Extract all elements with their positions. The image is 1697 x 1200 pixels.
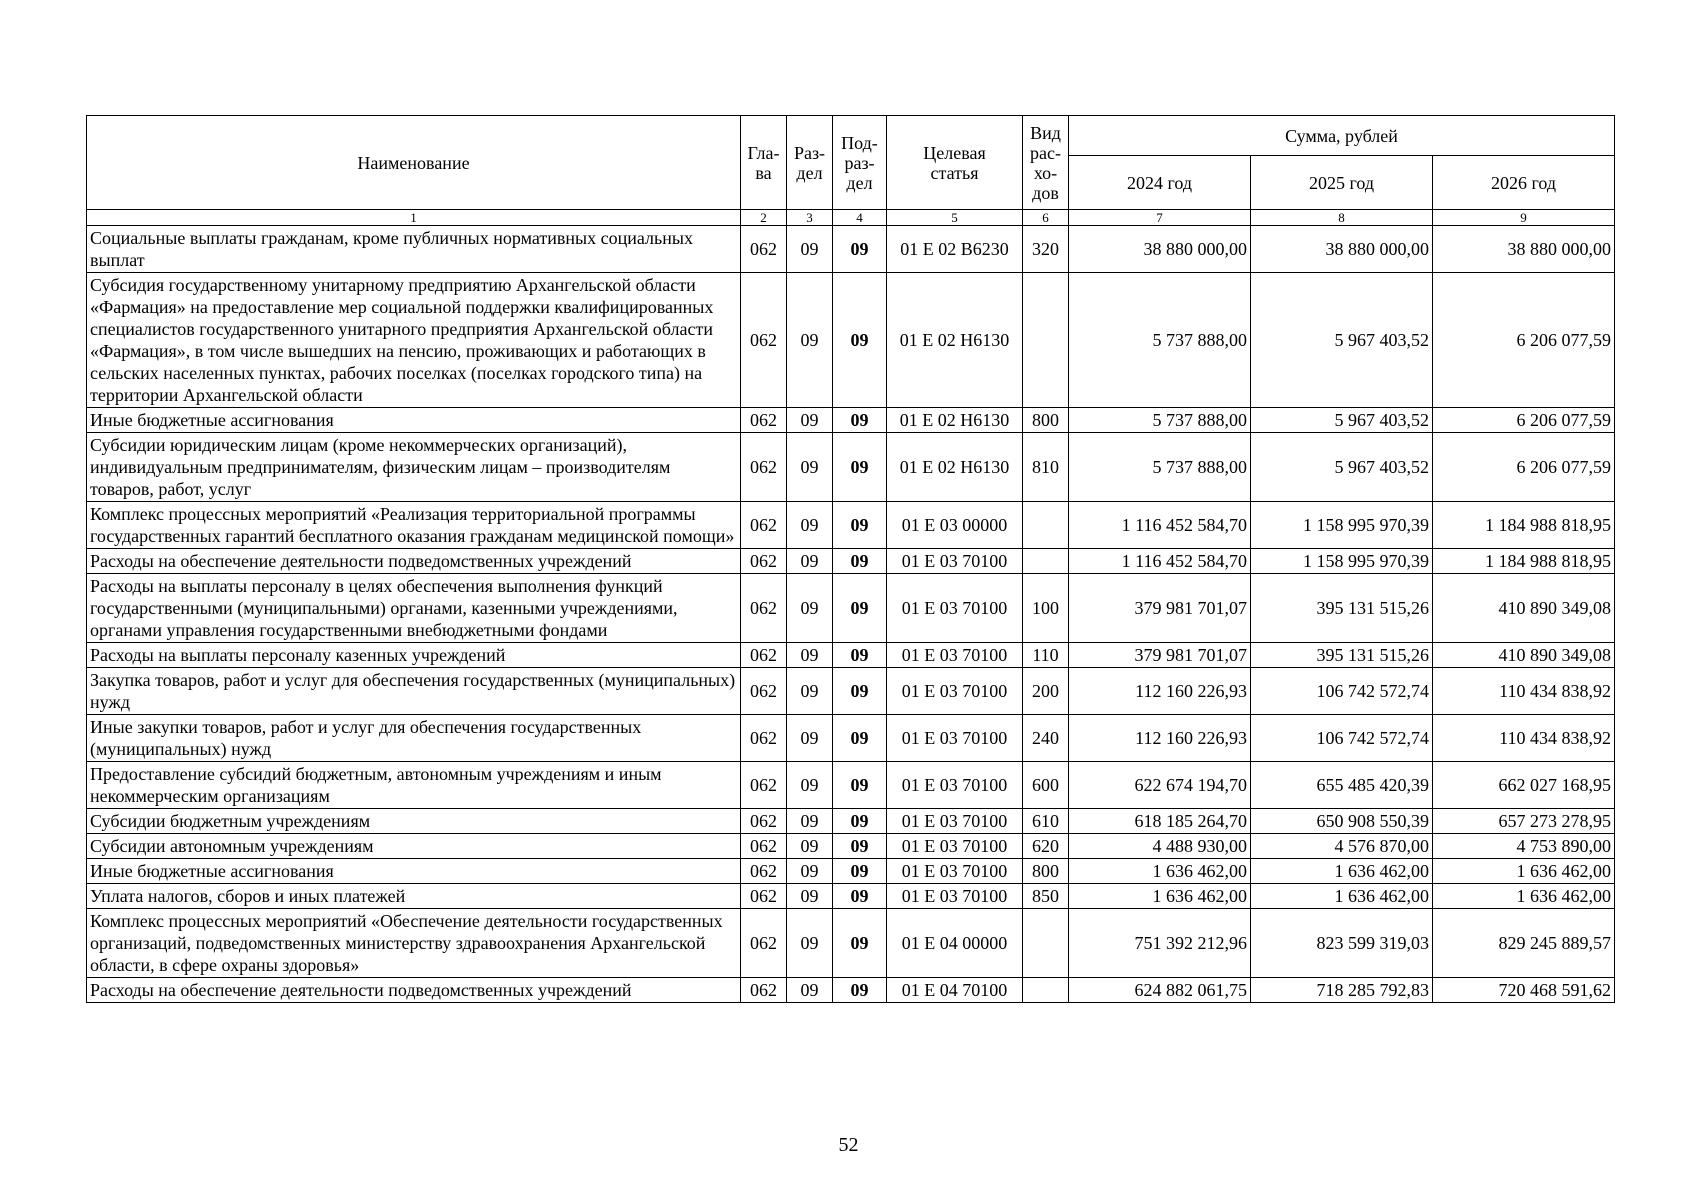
cell-sum-2025: 5 967 403,52 — [1251, 273, 1433, 408]
header-section: Раз- дел — [787, 116, 833, 210]
cell-chapter: 062 — [741, 226, 787, 273]
cell-sum-2025: 106 742 572,74 — [1251, 668, 1433, 715]
cell-sum-2024: 112 160 226,93 — [1069, 715, 1251, 762]
cell-sum-2026: 657 273 278,95 — [1433, 809, 1615, 834]
table-row — [87, 715, 1615, 762]
cell-subsection: 09 — [833, 834, 887, 859]
column-index: 9 — [1433, 210, 1615, 226]
cell-expense-type — [1023, 978, 1069, 1003]
cell-subsection: 09 — [833, 574, 887, 643]
header-year-2026: 2026 год — [1433, 156, 1615, 210]
header-chapter: Гла- ва — [741, 116, 787, 210]
cell-name: Субсидии бюджетным учреждениям — [87, 809, 741, 834]
cell-chapter: 062 — [741, 574, 787, 643]
cell-subsection: 09 — [833, 809, 887, 834]
cell-subsection: 09 — [833, 762, 887, 809]
cell-target-article: 01 Е 03 70100 — [887, 643, 1023, 668]
cell-sum-2024: 5 737 888,00 — [1069, 433, 1251, 502]
cell-section: 09 — [787, 408, 833, 433]
cell-name: Уплата налогов, сборов и иных платежей — [87, 884, 741, 909]
cell-sum-2026: 6 206 077,59 — [1433, 273, 1615, 408]
cell-sum-2026: 1 636 462,00 — [1433, 859, 1615, 884]
cell-sum-2026: 1 184 988 818,95 — [1433, 549, 1615, 574]
cell-sum-2024: 1 636 462,00 — [1069, 884, 1251, 909]
cell-chapter: 062 — [741, 809, 787, 834]
cell-sum-2026: 6 206 077,59 — [1433, 408, 1615, 433]
cell-name: Социальные выплаты гражданам, кроме публичных нормативных социальных выплат — [87, 226, 741, 273]
cell-section: 09 — [787, 715, 833, 762]
cell-sum-2024: 38 880 000,00 — [1069, 226, 1251, 273]
cell-target-article: 01 Е 03 70100 — [887, 668, 1023, 715]
cell-subsection: 09 — [833, 909, 887, 978]
cell-target-article: 01 Е 02 Н6130 — [887, 433, 1023, 502]
cell-sum-2026: 1 184 988 818,95 — [1433, 502, 1615, 549]
cell-name: Расходы на обеспечение деятельности подведомственных учреждений — [87, 978, 741, 1003]
column-index: 4 — [833, 210, 887, 226]
cell-section: 09 — [787, 809, 833, 834]
cell-name: Расходы на выплаты персоналу в целях обеспечения выполнения функций государственными (муниципальными) органами, казенными учреждениями, органами управления государственными внебюджетными фондами — [87, 574, 741, 643]
cell-sum-2026: 662 027 168,95 — [1433, 762, 1615, 809]
cell-target-article: 01 Е 03 70100 — [887, 809, 1023, 834]
cell-name: Комплекс процессных мероприятий «Обеспечение деятельности государственных организаций, подведомственных министерству здравоохранения Архангельской области, в сфере охраны здоровья» — [87, 909, 741, 978]
cell-sum-2024: 751 392 212,96 — [1069, 909, 1251, 978]
cell-sum-2025: 395 131 515,26 — [1251, 574, 1433, 643]
table-row — [87, 762, 1615, 809]
cell-name: Иные закупки товаров, работ и услуг для обеспечения государственных (муниципальных) нужд — [87, 715, 741, 762]
cell-sum-2026: 110 434 838,92 — [1433, 715, 1615, 762]
header-year-2025: 2025 год — [1251, 156, 1433, 210]
cell-name: Иные бюджетные ассигнования — [87, 408, 741, 433]
cell-section: 09 — [787, 668, 833, 715]
cell-section: 09 — [787, 834, 833, 859]
cell-chapter: 062 — [741, 834, 787, 859]
table-row — [87, 859, 1615, 884]
cell-sum-2024: 1 636 462,00 — [1069, 859, 1251, 884]
cell-expense-type: 810 — [1023, 433, 1069, 502]
cell-name: Предоставление субсидий бюджетным, автономным учреждениям и иным некоммерческим организациям — [87, 762, 741, 809]
cell-section: 09 — [787, 643, 833, 668]
cell-expense-type: 100 — [1023, 574, 1069, 643]
cell-sum-2024: 624 882 061,75 — [1069, 978, 1251, 1003]
cell-chapter: 062 — [741, 668, 787, 715]
cell-expense-type: 240 — [1023, 715, 1069, 762]
header-target-article: Целевая статья — [887, 116, 1023, 210]
table-row — [87, 226, 1615, 273]
cell-section: 09 — [787, 574, 833, 643]
cell-expense-type: 850 — [1023, 884, 1069, 909]
cell-expense-type: 320 — [1023, 226, 1069, 273]
cell-section: 09 — [787, 884, 833, 909]
cell-expense-type: 800 — [1023, 859, 1069, 884]
cell-expense-type: 110 — [1023, 643, 1069, 668]
table-row — [87, 668, 1615, 715]
column-index: 1 — [87, 210, 741, 226]
cell-subsection: 09 — [833, 226, 887, 273]
column-index-row — [87, 210, 1615, 226]
table-row — [87, 809, 1615, 834]
cell-sum-2024: 4 488 930,00 — [1069, 834, 1251, 859]
cell-subsection: 09 — [833, 715, 887, 762]
column-index: 7 — [1069, 210, 1251, 226]
cell-subsection: 09 — [833, 668, 887, 715]
cell-target-article: 01 Е 03 70100 — [887, 715, 1023, 762]
cell-sum-2026: 1 636 462,00 — [1433, 884, 1615, 909]
cell-sum-2024: 379 981 701,07 — [1069, 574, 1251, 643]
cell-section: 09 — [787, 433, 833, 502]
cell-sum-2025: 650 908 550,39 — [1251, 809, 1433, 834]
cell-sum-2024: 5 737 888,00 — [1069, 273, 1251, 408]
cell-target-article: 01 Е 03 70100 — [887, 574, 1023, 643]
cell-section: 09 — [787, 273, 833, 408]
table-row — [87, 549, 1615, 574]
cell-sum-2025: 655 485 420,39 — [1251, 762, 1433, 809]
cell-subsection: 09 — [833, 502, 887, 549]
cell-sum-2024: 622 674 194,70 — [1069, 762, 1251, 809]
cell-expense-type — [1023, 502, 1069, 549]
cell-section: 09 — [787, 859, 833, 884]
cell-sum-2026: 6 206 077,59 — [1433, 433, 1615, 502]
page-number: 52 — [838, 1134, 859, 1156]
cell-target-article: 01 Е 03 70100 — [887, 884, 1023, 909]
cell-subsection: 09 — [833, 433, 887, 502]
cell-expense-type — [1023, 909, 1069, 978]
cell-chapter: 062 — [741, 549, 787, 574]
column-index: 5 — [887, 210, 1023, 226]
cell-sum-2025: 718 285 792,83 — [1251, 978, 1433, 1003]
table-row — [87, 909, 1615, 978]
cell-sum-2025: 1 158 995 970,39 — [1251, 502, 1433, 549]
cell-chapter: 062 — [741, 884, 787, 909]
cell-sum-2024: 1 116 452 584,70 — [1069, 502, 1251, 549]
cell-target-article: 01 Е 02 В6230 — [887, 226, 1023, 273]
cell-chapter: 062 — [741, 643, 787, 668]
cell-sum-2024: 1 116 452 584,70 — [1069, 549, 1251, 574]
cell-target-article: 01 Е 03 70100 — [887, 834, 1023, 859]
cell-target-article: 01 Е 02 Н6130 — [887, 273, 1023, 408]
table-row — [87, 834, 1615, 859]
cell-sum-2025: 5 967 403,52 — [1251, 408, 1433, 433]
cell-chapter: 062 — [741, 715, 787, 762]
column-index: 8 — [1251, 210, 1433, 226]
cell-name: Иные бюджетные ассигнования — [87, 859, 741, 884]
cell-expense-type: 620 — [1023, 834, 1069, 859]
cell-sum-2024: 112 160 226,93 — [1069, 668, 1251, 715]
table-row — [87, 502, 1615, 549]
cell-name: Комплекс процессных мероприятий «Реализация территориальной программы государственных гарантий бесплатного оказания гражданам медицинской помощи» — [87, 502, 741, 549]
header-sum: Сумма, рублей — [1069, 116, 1615, 156]
cell-chapter: 062 — [741, 502, 787, 549]
cell-target-article: 01 Е 03 00000 — [887, 502, 1023, 549]
column-index: 6 — [1023, 210, 1069, 226]
cell-chapter: 062 — [741, 408, 787, 433]
cell-sum-2025: 1 636 462,00 — [1251, 884, 1433, 909]
cell-chapter: 062 — [741, 978, 787, 1003]
cell-sum-2025: 823 599 319,03 — [1251, 909, 1433, 978]
header-name: Наименование — [87, 116, 741, 210]
cell-subsection: 09 — [833, 549, 887, 574]
budget-table — [86, 115, 1615, 1003]
table-row — [87, 574, 1615, 643]
cell-chapter: 062 — [741, 859, 787, 884]
cell-target-article: 01 Е 02 Н6130 — [887, 408, 1023, 433]
cell-subsection: 09 — [833, 273, 887, 408]
cell-sum-2026: 4 753 890,00 — [1433, 834, 1615, 859]
cell-name: Субсидии автономным учреждениям — [87, 834, 741, 859]
cell-target-article: 01 Е 03 70100 — [887, 859, 1023, 884]
cell-section: 09 — [787, 549, 833, 574]
cell-name: Субсидии юридическим лицам (кроме некоммерческих организаций), индивидуальным предпринимателям, физическим лицам – производителям товаров, работ, услуг — [87, 433, 741, 502]
cell-expense-type — [1023, 549, 1069, 574]
table-row — [87, 884, 1615, 909]
header-subsection: Под- раз- дел — [833, 116, 887, 210]
budget-table-container — [86, 115, 1614, 1003]
cell-sum-2025: 106 742 572,74 — [1251, 715, 1433, 762]
cell-name: Расходы на выплаты персоналу казенных учреждений — [87, 643, 741, 668]
cell-name: Субсидия государственному унитарному предприятию Архангельской области «Фармация» на предоставление мер социальной поддержки квалифицированных специалистов государственного унитарного предприятия Архангельской области «Фармация», в том числе вышедших на пенсию, проживающих и работающих в сельских населенных пунктах, рабочих поселках (поселках городского типа) на территории Архангельской области — [87, 273, 741, 408]
cell-sum-2025: 1 158 995 970,39 — [1251, 549, 1433, 574]
cell-subsection: 09 — [833, 978, 887, 1003]
table-row — [87, 433, 1615, 502]
cell-chapter: 062 — [741, 273, 787, 408]
cell-expense-type: 800 — [1023, 408, 1069, 433]
cell-target-article: 01 Е 03 70100 — [887, 762, 1023, 809]
cell-sum-2024: 5 737 888,00 — [1069, 408, 1251, 433]
cell-target-article: 01 Е 03 70100 — [887, 549, 1023, 574]
cell-target-article: 01 Е 04 00000 — [887, 909, 1023, 978]
cell-target-article: 01 Е 04 70100 — [887, 978, 1023, 1003]
cell-subsection: 09 — [833, 643, 887, 668]
cell-sum-2026: 720 468 591,62 — [1433, 978, 1615, 1003]
cell-section: 09 — [787, 762, 833, 809]
cell-sum-2026: 410 890 349,08 — [1433, 574, 1615, 643]
cell-chapter: 062 — [741, 762, 787, 809]
header-expense-type: Вид рас- хо- дов — [1023, 116, 1069, 210]
cell-sum-2026: 110 434 838,92 — [1433, 668, 1615, 715]
cell-section: 09 — [787, 502, 833, 549]
cell-subsection: 09 — [833, 884, 887, 909]
cell-expense-type: 610 — [1023, 809, 1069, 834]
cell-sum-2024: 618 185 264,70 — [1069, 809, 1251, 834]
cell-sum-2026: 829 245 889,57 — [1433, 909, 1615, 978]
cell-expense-type — [1023, 273, 1069, 408]
column-index: 3 — [787, 210, 833, 226]
cell-sum-2025: 395 131 515,26 — [1251, 643, 1433, 668]
cell-sum-2025: 1 636 462,00 — [1251, 859, 1433, 884]
column-index: 2 — [741, 210, 787, 226]
cell-sum-2025: 38 880 000,00 — [1251, 226, 1433, 273]
cell-subsection: 09 — [833, 859, 887, 884]
cell-section: 09 — [787, 226, 833, 273]
table-row — [87, 643, 1615, 668]
cell-name: Расходы на обеспечение деятельности подведомственных учреждений — [87, 549, 741, 574]
cell-sum-2026: 38 880 000,00 — [1433, 226, 1615, 273]
cell-chapter: 062 — [741, 909, 787, 978]
table-row — [87, 408, 1615, 433]
table-body — [87, 226, 1615, 1003]
cell-section: 09 — [787, 978, 833, 1003]
cell-section: 09 — [787, 909, 833, 978]
cell-subsection: 09 — [833, 408, 887, 433]
cell-sum-2025: 4 576 870,00 — [1251, 834, 1433, 859]
cell-sum-2026: 410 890 349,08 — [1433, 643, 1615, 668]
table-header — [87, 116, 1615, 226]
header-year-2024: 2024 год — [1069, 156, 1251, 210]
cell-name: Закупка товаров, работ и услуг для обеспечения государственных (муниципальных) нужд — [87, 668, 741, 715]
cell-expense-type: 600 — [1023, 762, 1069, 809]
cell-chapter: 062 — [741, 433, 787, 502]
table-row — [87, 273, 1615, 408]
cell-sum-2024: 379 981 701,07 — [1069, 643, 1251, 668]
cell-sum-2025: 5 967 403,52 — [1251, 433, 1433, 502]
cell-expense-type: 200 — [1023, 668, 1069, 715]
table-row — [87, 978, 1615, 1003]
